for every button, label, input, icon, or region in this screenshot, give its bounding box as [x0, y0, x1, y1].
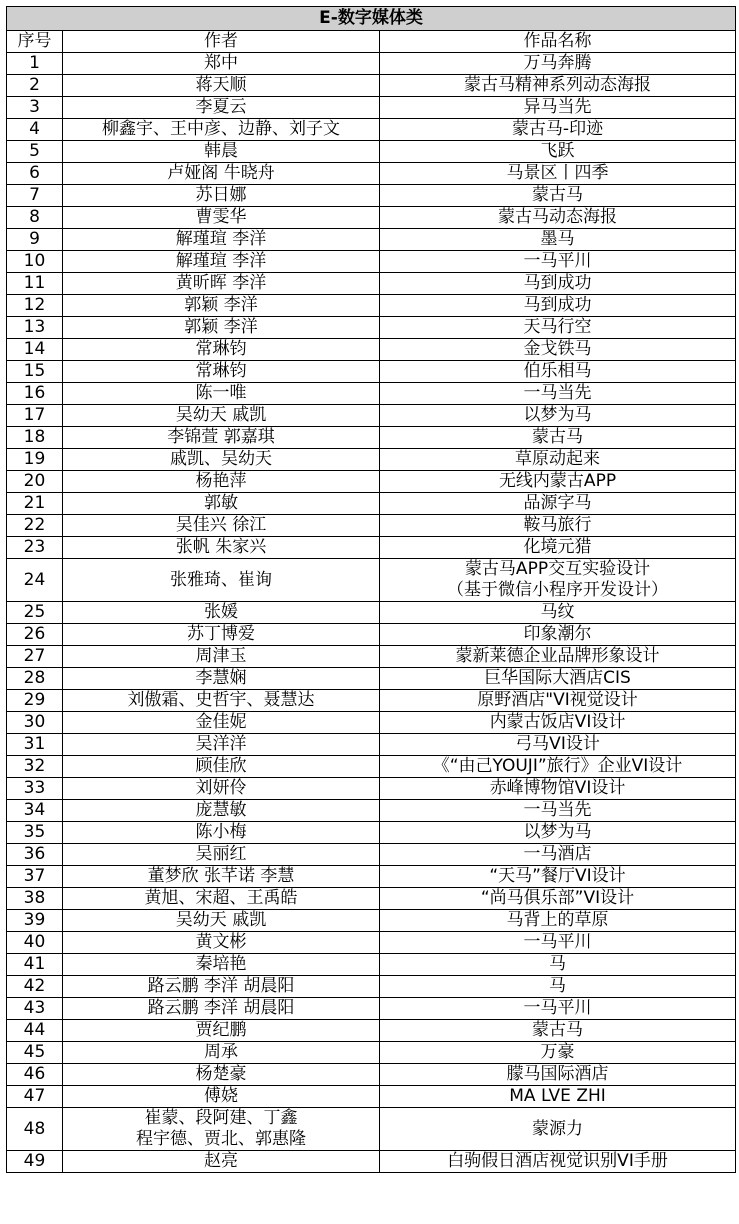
row-number: 20 [7, 471, 63, 493]
row-work-title: 蒙古马 [380, 185, 736, 207]
row-number: 41 [7, 954, 63, 976]
table-row [7, 75, 736, 97]
table-row [7, 427, 736, 449]
row-number: 43 [7, 998, 63, 1020]
row-author: 常琳钧 [63, 339, 380, 361]
row-work-title: MA LVE ZHI [380, 1086, 736, 1108]
row-number: 25 [7, 602, 63, 624]
row-number: 47 [7, 1086, 63, 1108]
row-number: 34 [7, 800, 63, 822]
table-row [7, 383, 736, 405]
row-number: 19 [7, 449, 63, 471]
row-author: 曹雯华 [63, 207, 380, 229]
table-row [7, 471, 736, 493]
row-work-title: 印象潮尔 [380, 624, 736, 646]
row-author: 金佳妮 [63, 712, 380, 734]
row-number: 21 [7, 493, 63, 515]
row-author: 赵亮 [63, 1151, 380, 1173]
row-number: 28 [7, 668, 63, 690]
row-number: 48 [7, 1108, 63, 1151]
row-work-title: 蒙古马精神系列动态海报 [380, 75, 736, 97]
row-author: 解瑾瑄 李洋 [63, 251, 380, 273]
row-number: 39 [7, 910, 63, 932]
table-row [7, 1108, 736, 1151]
table-row [7, 185, 736, 207]
awards-list-sheet [6, 6, 735, 1173]
row-author: 庞慧敏 [63, 800, 380, 822]
row-number: 12 [7, 295, 63, 317]
row-work-title: 无线内蒙古APP [380, 471, 736, 493]
row-number: 45 [7, 1042, 63, 1064]
row-work-title: 一马平川 [380, 932, 736, 954]
row-number: 5 [7, 141, 63, 163]
row-author: 吴幼天 戚凯 [63, 910, 380, 932]
row-work-title: “尚马俱乐部”VI设计 [380, 888, 736, 910]
row-work-title: 化境元猎 [380, 537, 736, 559]
row-work-title: 马 [380, 976, 736, 998]
row-author: 柳鑫宇、王中彦、边静、刘子文 [63, 119, 380, 141]
row-work-title: 以梦为马 [380, 822, 736, 844]
row-number: 40 [7, 932, 63, 954]
row-number: 37 [7, 866, 63, 888]
row-author: 张媛 [63, 602, 380, 624]
row-author: 郭颖 李洋 [63, 317, 380, 339]
row-work-title: 弓马VI设计 [380, 734, 736, 756]
table-row [7, 690, 736, 712]
row-work-title: 金戈铁马 [380, 339, 736, 361]
table-row [7, 1020, 736, 1042]
table-row [7, 207, 736, 229]
row-work-title: 马到成功 [380, 295, 736, 317]
table-row [7, 932, 736, 954]
table-row [7, 866, 736, 888]
row-number: 49 [7, 1151, 63, 1173]
row-number: 42 [7, 976, 63, 998]
row-number: 31 [7, 734, 63, 756]
row-number: 27 [7, 646, 63, 668]
row-work-title: 蒙源力 [380, 1108, 736, 1151]
row-number: 30 [7, 712, 63, 734]
row-author: 苏日娜 [63, 185, 380, 207]
row-number: 2 [7, 75, 63, 97]
row-author: 刘傲霜、史哲宇、聂慧达 [63, 690, 380, 712]
row-author: 秦培艳 [63, 954, 380, 976]
row-work-title: 万豪 [380, 1042, 736, 1064]
row-number: 10 [7, 251, 63, 273]
row-number: 22 [7, 515, 63, 537]
row-number: 7 [7, 185, 63, 207]
row-work-title: 天马行空 [380, 317, 736, 339]
table-row [7, 273, 736, 295]
table-row [7, 361, 736, 383]
row-work-title: 赤峰博物馆VI设计 [380, 778, 736, 800]
row-work-title: 朦马国际酒店 [380, 1064, 736, 1086]
table-row [7, 405, 736, 427]
table-row [7, 888, 736, 910]
row-number: 13 [7, 317, 63, 339]
table-row [7, 712, 736, 734]
table-row [7, 1151, 736, 1173]
row-work-title: 蒙古马APP交互实验设计 （基于微信小程序开发设计） [380, 559, 736, 602]
row-author: 路云鹏 李洋 胡晨阳 [63, 998, 380, 1020]
row-work-title: 白驹假日酒店视觉识别VI手册 [380, 1151, 736, 1173]
table-row [7, 1064, 736, 1086]
row-number: 9 [7, 229, 63, 251]
title-row [7, 7, 736, 31]
row-author: 吴幼天 戚凯 [63, 405, 380, 427]
row-number: 17 [7, 405, 63, 427]
row-work-title: 伯乐相马 [380, 361, 736, 383]
row-author: 刘妍伶 [63, 778, 380, 800]
table-body [7, 53, 736, 1173]
table-row [7, 844, 736, 866]
table-row [7, 317, 736, 339]
table-row [7, 295, 736, 317]
table-row [7, 339, 736, 361]
row-number: 35 [7, 822, 63, 844]
row-work-title: 一马当先 [380, 383, 736, 405]
row-number: 44 [7, 1020, 63, 1042]
row-work-title: 内蒙古饭店VI设计 [380, 712, 736, 734]
row-work-title: 一马酒店 [380, 844, 736, 866]
row-author: 傅娆 [63, 1086, 380, 1108]
row-author: 陈一唯 [63, 383, 380, 405]
row-author: 李夏云 [63, 97, 380, 119]
row-work-title: “天马”餐厅VI设计 [380, 866, 736, 888]
row-work-title: 品源字马 [380, 493, 736, 515]
row-author: 杨艳萍 [63, 471, 380, 493]
table-row [7, 800, 736, 822]
row-author: 张帆 朱家兴 [63, 537, 380, 559]
row-number: 24 [7, 559, 63, 602]
header-number: 序号 [7, 31, 63, 53]
row-work-title: 异马当先 [380, 97, 736, 119]
row-number: 14 [7, 339, 63, 361]
row-number: 6 [7, 163, 63, 185]
row-work-title: 万马奔腾 [380, 53, 736, 75]
table-row [7, 756, 736, 778]
row-work-title: 蒙古马-印迹 [380, 119, 736, 141]
row-author: 郭颖 李洋 [63, 295, 380, 317]
table-row [7, 602, 736, 624]
table-row [7, 954, 736, 976]
table-row [7, 515, 736, 537]
row-author: 周津玉 [63, 646, 380, 668]
row-author: 苏丁博爱 [63, 624, 380, 646]
row-work-title: 飞跃 [380, 141, 736, 163]
row-author: 卢娅阁 牛晓舟 [63, 163, 380, 185]
row-work-title: 蒙古马 [380, 1020, 736, 1042]
row-author: 吴洋洋 [63, 734, 380, 756]
row-work-title: 马到成功 [380, 273, 736, 295]
row-number: 18 [7, 427, 63, 449]
row-number: 23 [7, 537, 63, 559]
table-row [7, 624, 736, 646]
table-row [7, 1042, 736, 1064]
row-number: 32 [7, 756, 63, 778]
row-work-title: 马纹 [380, 602, 736, 624]
table-row [7, 97, 736, 119]
row-author: 杨楚豪 [63, 1064, 380, 1086]
table-row [7, 229, 736, 251]
row-author: 郭敏 [63, 493, 380, 515]
table-row [7, 119, 736, 141]
table-row [7, 734, 736, 756]
row-number: 11 [7, 273, 63, 295]
row-author: 吴佳兴 徐江 [63, 515, 380, 537]
row-author: 张雅琦、崔询 [63, 559, 380, 602]
row-number: 1 [7, 53, 63, 75]
row-author: 崔蒙、段阿建、丁鑫 程宇德、贾北、郭惠隆 [63, 1108, 380, 1151]
row-work-title: 草原动起来 [380, 449, 736, 471]
row-author: 路云鹏 李洋 胡晨阳 [63, 976, 380, 998]
table-row [7, 778, 736, 800]
row-number: 36 [7, 844, 63, 866]
table-row [7, 646, 736, 668]
row-number: 8 [7, 207, 63, 229]
row-work-title: 一马当先 [380, 800, 736, 822]
row-author: 黄旭、宋超、王禹皓 [63, 888, 380, 910]
row-author: 董梦欣 张芊诺 李慧 [63, 866, 380, 888]
table-row [7, 251, 736, 273]
works-table [6, 6, 736, 1173]
row-author: 黄文彬 [63, 932, 380, 954]
row-number: 4 [7, 119, 63, 141]
row-author: 常琳钧 [63, 361, 380, 383]
row-author: 吴丽红 [63, 844, 380, 866]
table-row [7, 1086, 736, 1108]
table-row [7, 559, 736, 602]
row-author: 黄昕晖 李洋 [63, 273, 380, 295]
table-row [7, 910, 736, 932]
row-author: 戚凯、吴幼天 [63, 449, 380, 471]
table-row [7, 998, 736, 1020]
table-row [7, 822, 736, 844]
row-work-title: 《“由己YOUJI”旅行》企业VI设计 [380, 756, 736, 778]
row-work-title: 原野酒店"VI视觉设计 [380, 690, 736, 712]
row-author: 李慧娴 [63, 668, 380, 690]
row-number: 33 [7, 778, 63, 800]
row-work-title: 马景区丨四季 [380, 163, 736, 185]
header-work-title: 作品名称 [380, 31, 736, 53]
row-author: 蒋天顺 [63, 75, 380, 97]
row-author: 顾佳欣 [63, 756, 380, 778]
row-number: 29 [7, 690, 63, 712]
table-row [7, 493, 736, 515]
table-row [7, 163, 736, 185]
row-work-title: 蒙新莱德企业品牌形象设计 [380, 646, 736, 668]
table-row [7, 537, 736, 559]
row-work-title: 巨华国际大酒店CIS [380, 668, 736, 690]
row-number: 3 [7, 97, 63, 119]
row-number: 46 [7, 1064, 63, 1086]
table-title: E-数字媒体类 [7, 7, 736, 31]
row-number: 26 [7, 624, 63, 646]
row-work-title: 蒙古马 [380, 427, 736, 449]
row-work-title: 马 [380, 954, 736, 976]
row-author: 周承 [63, 1042, 380, 1064]
row-author: 郑中 [63, 53, 380, 75]
row-number: 15 [7, 361, 63, 383]
table-row [7, 976, 736, 998]
header-author: 作者 [63, 31, 380, 53]
row-work-title: 鞍马旅行 [380, 515, 736, 537]
table-row [7, 668, 736, 690]
table-row [7, 141, 736, 163]
row-work-title: 以梦为马 [380, 405, 736, 427]
row-work-title: 蒙古马动态海报 [380, 207, 736, 229]
row-author: 陈小梅 [63, 822, 380, 844]
row-work-title: 马背上的草原 [380, 910, 736, 932]
table-row [7, 53, 736, 75]
row-number: 38 [7, 888, 63, 910]
header-row [7, 31, 736, 53]
row-author: 贾纪鹏 [63, 1020, 380, 1042]
row-work-title: 一马平川 [380, 251, 736, 273]
row-author: 韩晨 [63, 141, 380, 163]
row-author: 解瑾瑄 李洋 [63, 229, 380, 251]
row-author: 李锦萱 郭嘉琪 [63, 427, 380, 449]
row-work-title: 一马平川 [380, 998, 736, 1020]
row-number: 16 [7, 383, 63, 405]
row-work-title: 墨马 [380, 229, 736, 251]
table-row [7, 449, 736, 471]
